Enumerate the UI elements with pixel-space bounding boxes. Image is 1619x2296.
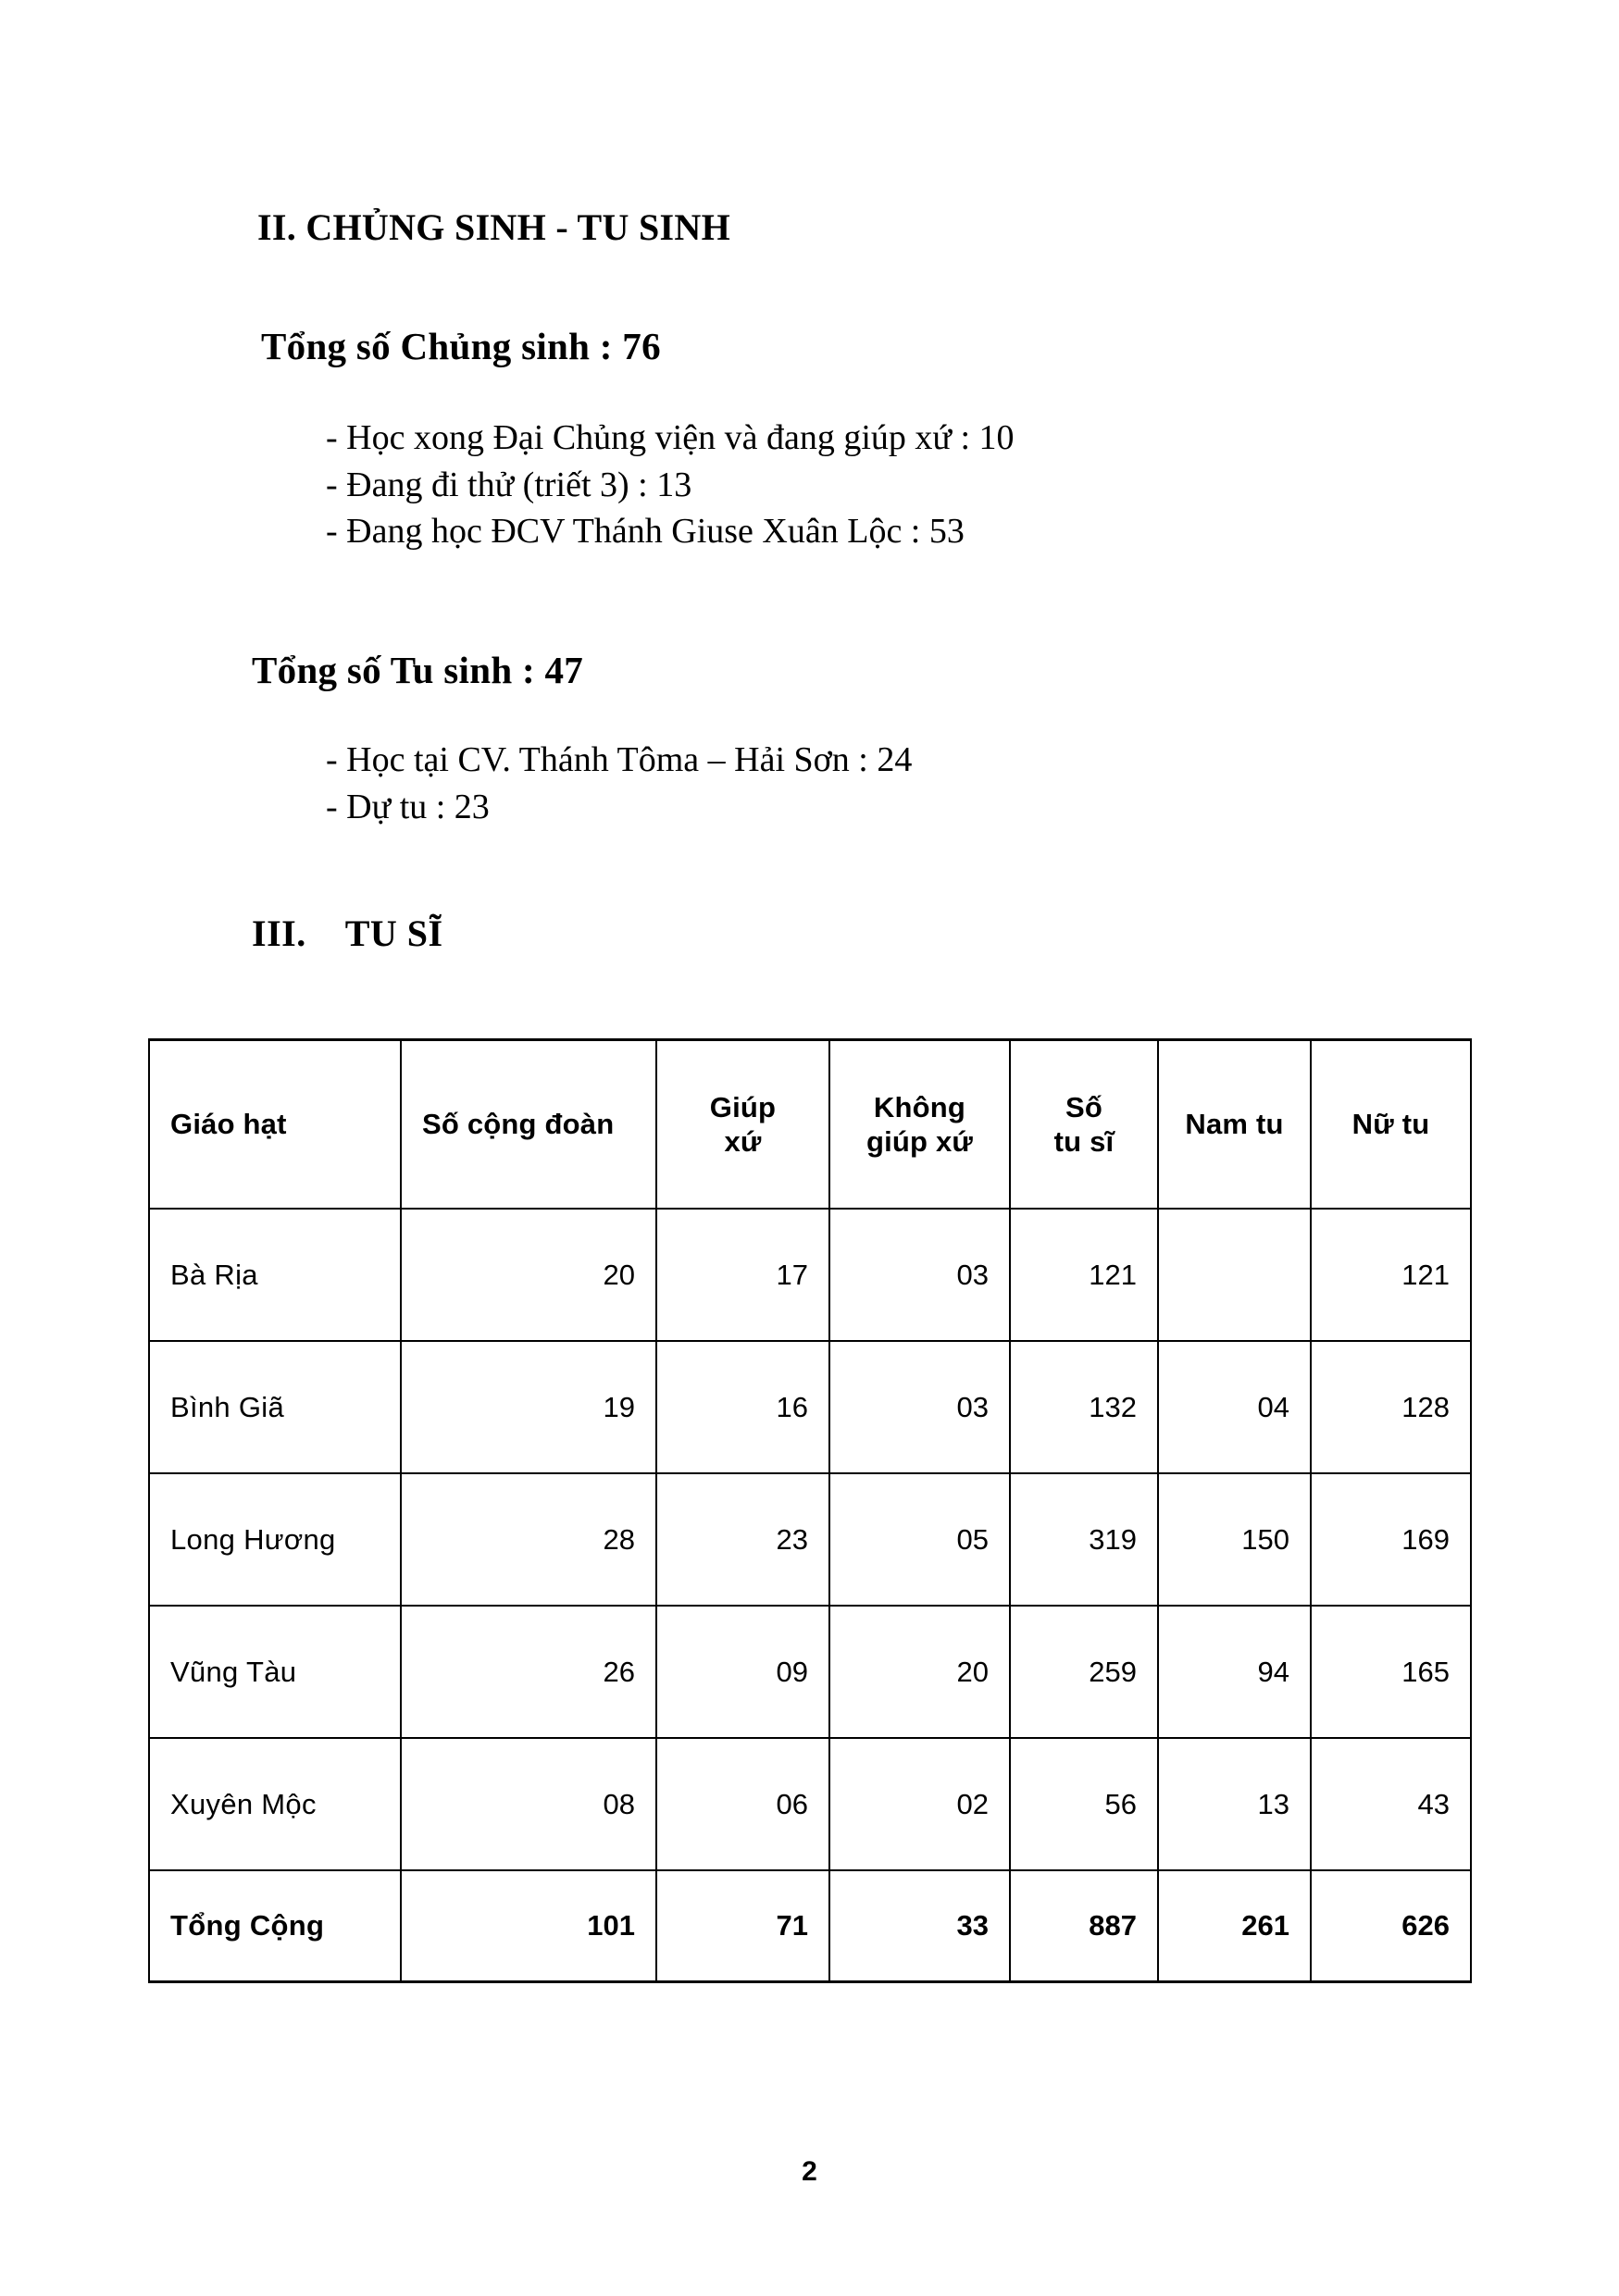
cell-nam-tu: 94 bbox=[1158, 1606, 1311, 1738]
cell-nu-tu: 43 bbox=[1311, 1738, 1471, 1870]
cell-giao-hat: Bình Giã bbox=[149, 1341, 401, 1473]
cell-nu-tu: 626 bbox=[1311, 1870, 1471, 1982]
cell-so-cong-doan: 20 bbox=[401, 1209, 656, 1341]
tu-sinh-item-list bbox=[326, 737, 912, 830]
list-item: - Dự tu : 23 bbox=[326, 787, 490, 826]
cell-nam-tu: 13 bbox=[1158, 1738, 1311, 1870]
section-3-heading bbox=[252, 912, 443, 955]
cell-so-cong-doan: 101 bbox=[401, 1870, 656, 1982]
table-header-row bbox=[149, 1040, 1471, 1210]
section-2-heading: II. CHỦNG SINH - TU SINH bbox=[257, 206, 731, 248]
cell-so-cong-doan: 19 bbox=[401, 1341, 656, 1473]
cell-so-tu-si: 132 bbox=[1010, 1341, 1158, 1473]
section-3-numeral: III. bbox=[252, 912, 306, 954]
cell-nam-tu bbox=[1158, 1209, 1311, 1341]
list-item: - Đang đi thử (triết 3) : 13 bbox=[326, 465, 692, 504]
cell-giup-xu: 17 bbox=[656, 1209, 829, 1341]
cell-so-tu-si: 887 bbox=[1010, 1870, 1158, 1982]
table-body bbox=[149, 1209, 1471, 1982]
list-item: - Đang học ĐCV Thánh Giuse Xuân Lộc : 53 bbox=[326, 512, 965, 552]
cell-khong-giup-xu: 03 bbox=[829, 1209, 1010, 1341]
cell-khong-giup-xu: 03 bbox=[829, 1341, 1010, 1473]
cell-giao-hat: Long Hương bbox=[149, 1473, 401, 1606]
cell-giao-hat: Bà Rịa bbox=[149, 1209, 401, 1341]
cell-nam-tu: 261 bbox=[1158, 1870, 1311, 1982]
cell-nam-tu: 04 bbox=[1158, 1341, 1311, 1473]
total-tu-sinh-label: Tổng số Tu sinh : 47 bbox=[252, 649, 584, 691]
col-header-nu-tu: Nữ tu bbox=[1311, 1040, 1471, 1210]
section-3-title-text: TU SĨ bbox=[344, 912, 443, 954]
table-row bbox=[149, 1606, 1471, 1738]
cell-khong-giup-xu: 05 bbox=[829, 1473, 1010, 1606]
cell-giup-xu: 71 bbox=[656, 1870, 829, 1982]
cell-khong-giup-xu: 02 bbox=[829, 1738, 1010, 1870]
table-header bbox=[149, 1040, 1471, 1210]
col-header-giao-hat: Giáo hạt bbox=[149, 1040, 401, 1210]
cell-nu-tu: 165 bbox=[1311, 1606, 1471, 1738]
col-header-so-tu-si: Số tu sĩ bbox=[1010, 1040, 1158, 1210]
cell-nu-tu: 121 bbox=[1311, 1209, 1471, 1341]
list-item: - Học tại CV. Thánh Tôma – Hải Sơn : 24 bbox=[326, 740, 913, 779]
table-row bbox=[149, 1738, 1471, 1870]
cell-giup-xu: 16 bbox=[656, 1341, 829, 1473]
cell-so-cong-doan: 28 bbox=[401, 1473, 656, 1606]
cell-so-tu-si: 56 bbox=[1010, 1738, 1158, 1870]
page-number: 2 bbox=[802, 2156, 817, 2187]
cell-giup-xu: 06 bbox=[656, 1738, 829, 1870]
cell-giup-xu: 09 bbox=[656, 1606, 829, 1738]
cell-khong-giup-xu: 20 bbox=[829, 1606, 1010, 1738]
table-row bbox=[149, 1209, 1471, 1341]
cell-giup-xu: 23 bbox=[656, 1473, 829, 1606]
cell-nam-tu: 150 bbox=[1158, 1473, 1311, 1606]
table-total-row bbox=[149, 1870, 1471, 1982]
list-item: - Học xong Đại Chủng viện và đang giúp xứ : 10 bbox=[326, 418, 1015, 457]
cell-khong-giup-xu: 33 bbox=[829, 1870, 1010, 1982]
cell-so-tu-si: 121 bbox=[1010, 1209, 1158, 1341]
total-chung-sinh-label: Tổng số Chủng sinh : 76 bbox=[261, 325, 661, 367]
cell-giao-hat: Tổng Cộng bbox=[149, 1870, 401, 1982]
col-header-khong-giup-xu: Không giúp xứ bbox=[829, 1040, 1010, 1210]
col-header-giup-xu: Giúp xứ bbox=[656, 1040, 829, 1210]
table-row bbox=[149, 1341, 1471, 1473]
cell-so-tu-si: 259 bbox=[1010, 1606, 1158, 1738]
cell-giao-hat: Vũng Tàu bbox=[149, 1606, 401, 1738]
table-row bbox=[149, 1473, 1471, 1606]
cell-nu-tu: 128 bbox=[1311, 1341, 1471, 1473]
tu-si-table bbox=[148, 1038, 1472, 1983]
cell-giao-hat: Xuyên Mộc bbox=[149, 1738, 401, 1870]
col-header-so-cong-doan: Số cộng đoàn bbox=[401, 1040, 656, 1210]
col-header-nam-tu: Nam tu bbox=[1158, 1040, 1311, 1210]
cell-so-cong-doan: 26 bbox=[401, 1606, 656, 1738]
cell-so-tu-si: 319 bbox=[1010, 1473, 1158, 1606]
cell-nu-tu: 169 bbox=[1311, 1473, 1471, 1606]
cell-so-cong-doan: 08 bbox=[401, 1738, 656, 1870]
chung-sinh-item-list bbox=[326, 415, 1015, 555]
